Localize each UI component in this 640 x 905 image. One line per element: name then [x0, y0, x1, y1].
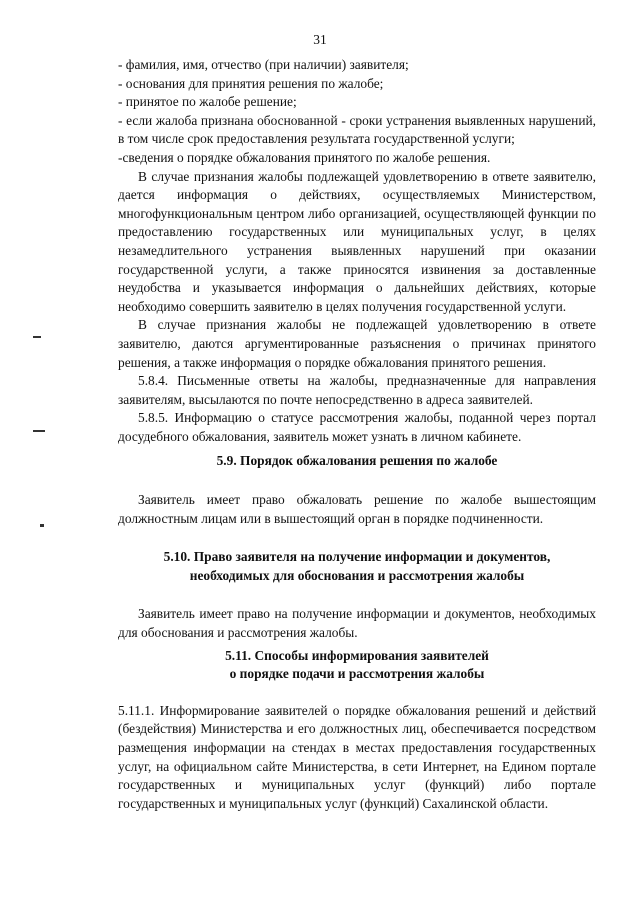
heading-line: 5.11. Способы информирования заявителей — [225, 647, 489, 663]
paragraph-5-8-5: 5.8.5. Информацию о статусе рассмотрения жалобы, поданной через портал досудебного обжалования, заявитель может узнать в личном кабинете. — [118, 410, 596, 444]
list-item: - основания для принятия решения по жалобе; — [118, 75, 384, 91]
page-number: 31 — [313, 32, 327, 47]
section-heading-5-10 — [118, 548, 596, 585]
section-heading-5-11 — [118, 647, 596, 684]
list-item: - принятое по жалобе решение; — [118, 94, 297, 110]
paragraph-5-8-4: 5.8.4. Письменные ответы на жалобы, предназначенные для направления заявителям, высылаются по почте непосредственно в адреса заявителей. — [118, 373, 596, 407]
list-item: - если жалоба признана обоснованной - сроки устранения выявленных нарушений, в том числе срок предоставления результата государственной услуги; — [118, 112, 596, 147]
document-body — [118, 56, 596, 813]
margin-mark — [40, 524, 44, 527]
margin-mark — [33, 336, 41, 338]
list-item: -сведения о порядке обжалования принятого по жалобе решения. — [118, 149, 491, 165]
paragraph-not-satisfied: В случае признания жалобы не подлежащей удовлетворению в ответе заявителю, даются аргументированные разъяснения о причинах принятого решения, а также информация о порядке обжалования принятого решения. — [118, 317, 596, 370]
paragraph-5-11-1: 5.11.1. Информирование заявителей о порядке обжалования решений и действий (бездействия) Министерства и его должностных лиц, обеспечивается посредством размещения информации на стендах в местах предоставления государственных услуг, на официальном сайте Министерства, в сети Интернет, на Едином портале государственных и муниципальных услуг (функций) либо портале государственных и муниципальных услуг (функций) Сахалинской области. — [118, 702, 596, 811]
paragraph-5-10: Заявитель имеет право на получение информации и документов, необходимых для обоснования и рассмотрения жалобы. — [118, 606, 596, 641]
heading-line: необходимых для обоснования и рассмотрения жалобы — [189, 567, 525, 583]
paragraph-5-9: Заявитель имеет право обжаловать решение по жалобе вышестоящим должностным лицам или в вышестоящий орган в порядке подчиненности. — [118, 492, 596, 526]
paragraph-satisfied: В случае признания жалобы подлежащей удовлетворению в ответе заявителю, дается информация о действиях, осуществляемых Министерством, многофункциональным центром либо организацией, осуществляющей функции по предоставлению государственных или муниципальных услуг, в целях незамедлительного устранения выявленных нарушений при оказании государственной услуги, а также приносятся извинения за доставленные неудобства и указывается информация о дальнейших действиях, которые необходимо совершить заявителю в целях получения государственной услуги. — [118, 168, 596, 314]
section-heading-5-9: 5.9. Порядок обжалования решения по жалобе — [216, 453, 498, 469]
list-item: - фамилия, имя, отчество (при наличии) заявителя; — [118, 57, 409, 72]
heading-line: о порядке подачи и рассмотрения жалобы — [229, 666, 485, 682]
margin-mark — [33, 430, 45, 432]
heading-line: 5.10. Право заявителя на получение информации и документов, — [163, 549, 551, 565]
